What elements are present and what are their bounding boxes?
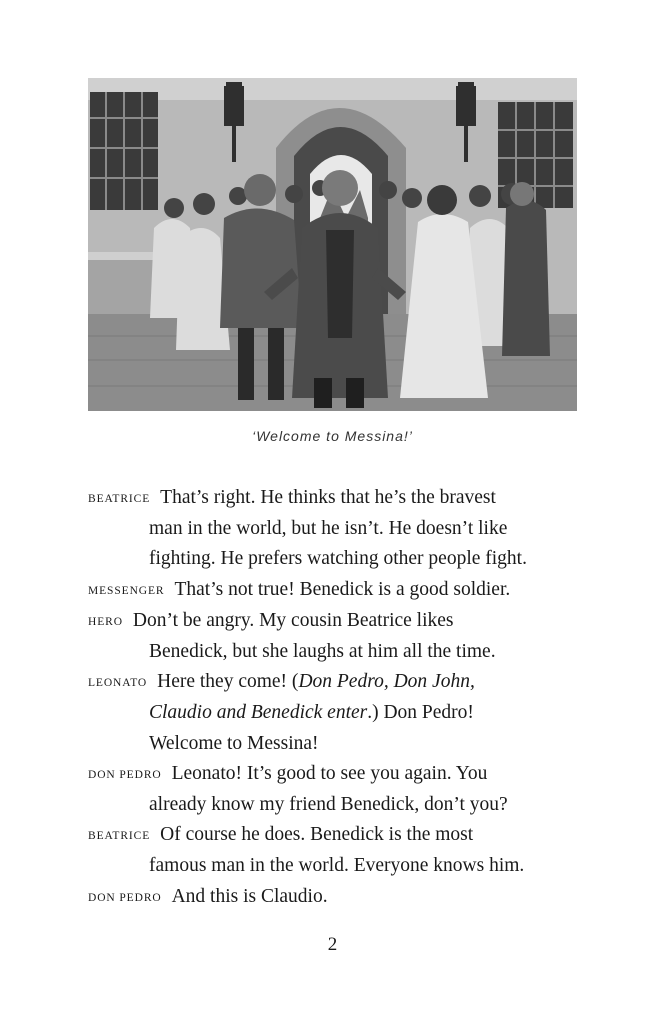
speaker-name: BEATRICE [88,830,151,843]
speaker-name: DON PEDRO [88,768,162,781]
dialogue-text: Here they come! ( [157,671,299,693]
speaker-name: MESSENGER [88,584,165,597]
dialogue-text: Don’t be angry. My cousin Beatrice likes [132,609,454,631]
speech-line [88,575,588,606]
stage-direction: Don Pedro, Don John, [298,671,475,693]
speech-don-pedro-1 [88,759,588,820]
page-number: 2 [327,934,338,955]
dialogue-text: Of course he does. Benedick is the most [160,824,474,846]
speech-don-pedro-2 [88,882,588,913]
speech-line: Benedick, but she laughs at him all the time. [149,641,496,663]
speaker-name: LEONATO [88,677,148,690]
speech-line: man in the world, but he isn’t. He doesn’t like [149,518,508,540]
cast-photo [88,78,577,411]
speech-beatrice-1 [88,483,588,575]
photo-caption: ‘Welcome to Messina!’ [252,428,413,444]
dialogue-text: Leonato! It’s good to see you again. You [171,762,488,784]
speech-line [88,882,588,913]
speech-line: Welcome to Messina! [149,732,319,754]
speech-messenger [88,575,588,606]
speech-line [88,483,588,514]
dialogue-text: That’s right. He thinks that he’s the bravest [160,487,496,508]
stage-direction: Claudio and Benedick enter [149,702,368,724]
dialogue-text: And this is Claudio. [171,885,328,907]
speech-line [88,698,588,728]
speech-line: already know my friend Benedick, don’t you? [149,794,508,816]
dialogue-text: .) Don Pedro! [367,702,474,724]
speech-line: famous man in the world. Everyone knows him. [149,855,525,877]
speech-line [88,759,588,790]
speech-hero [88,606,588,667]
speech-line [88,606,588,637]
play-script [88,483,588,913]
speech-line [88,820,588,851]
dialogue-text: That’s not true! Benedick is a good soldier. [174,578,511,600]
speech-beatrice-2 [88,820,588,881]
speaker-name: HERO [88,615,123,628]
speech-leonato [88,667,588,759]
speaker-name: BEATRICE [88,493,151,505]
speech-line: fighting. He prefers watching other people fight. [149,548,527,570]
speech-line [88,667,588,698]
speaker-name: DON PEDRO [88,891,162,904]
